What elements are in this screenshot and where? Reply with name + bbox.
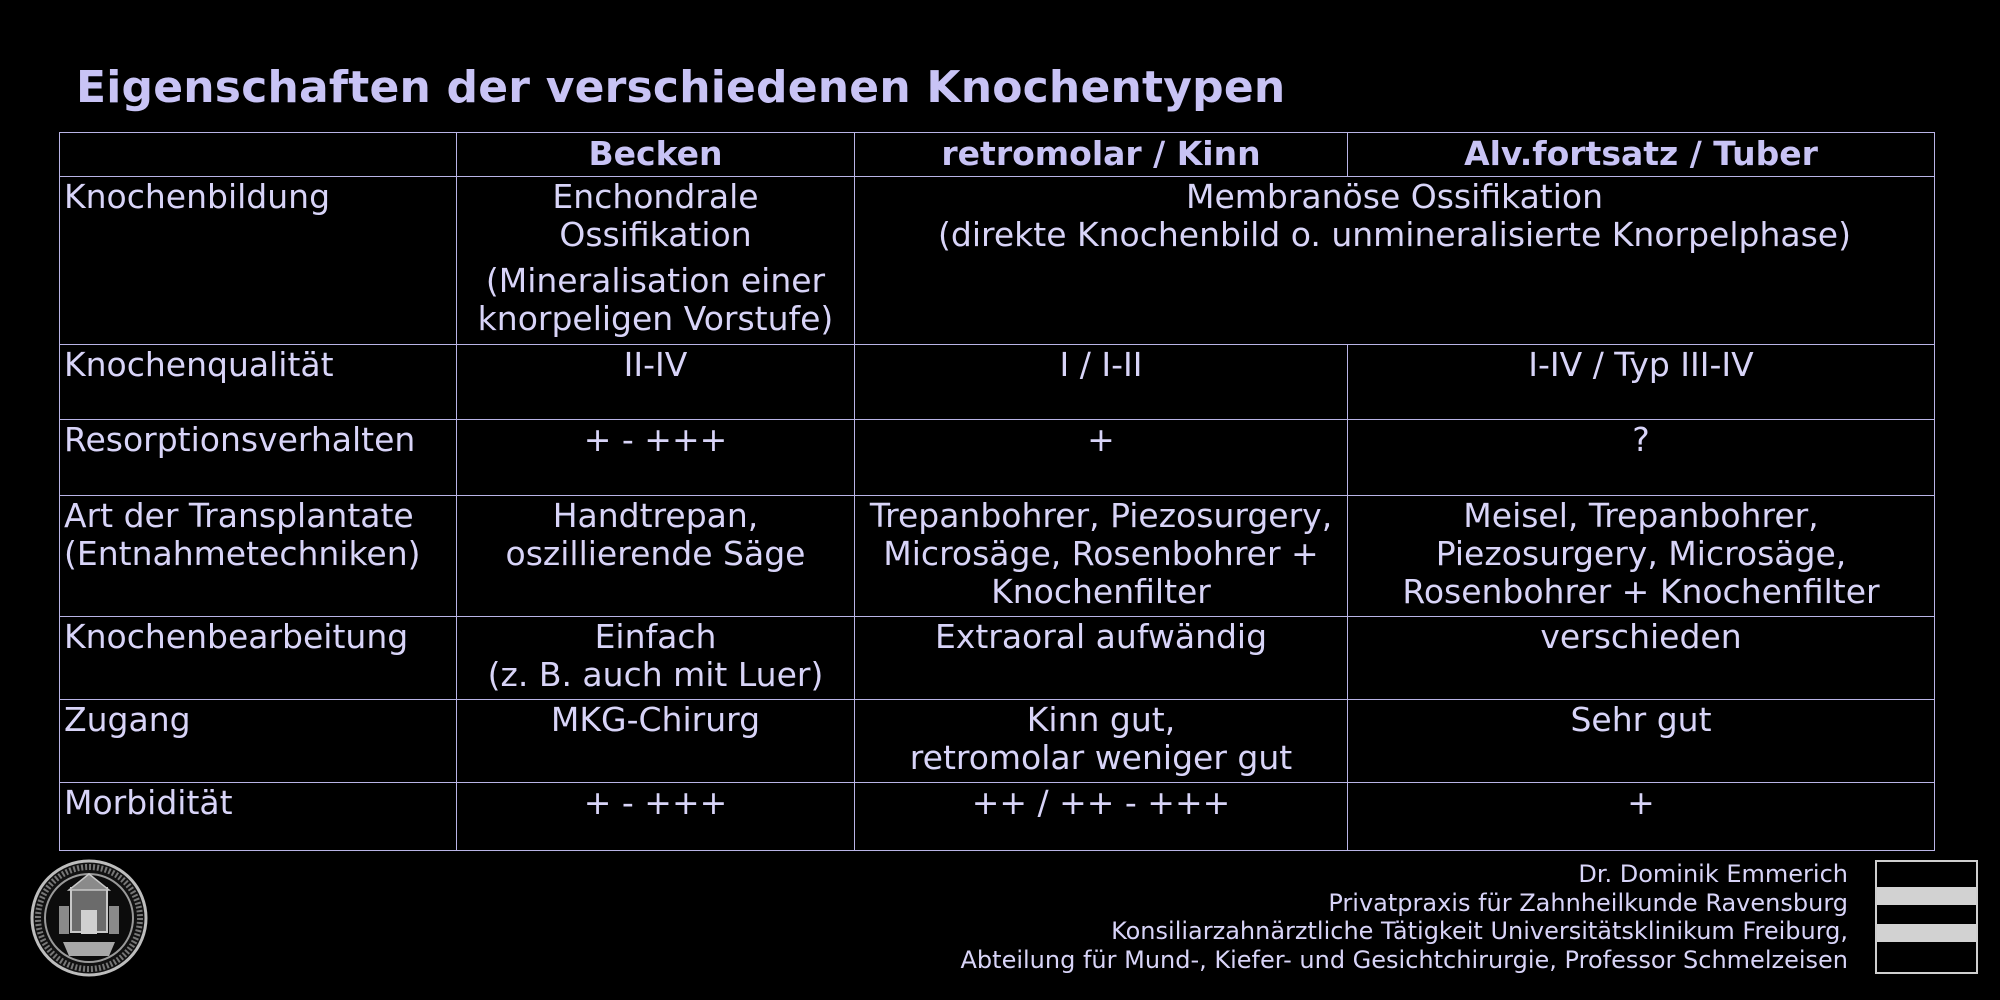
row-label: Knochenbearbeitung xyxy=(60,617,457,700)
table-cell: MKG-Chirurg xyxy=(457,700,855,783)
table-cell-membranous: Membranöse Ossifikation (direkte Knochenbild o. unmineralisierte Knorpelphase) xyxy=(855,177,1935,345)
table-row xyxy=(60,345,1935,420)
table-row xyxy=(60,420,1935,496)
table-row xyxy=(60,700,1935,783)
row-label: Knochenqualität xyxy=(60,345,457,420)
header-empty xyxy=(60,133,457,177)
table-cell: I / I-II xyxy=(855,345,1348,420)
row-label: Morbidität xyxy=(60,783,457,851)
table-header-row xyxy=(60,133,1935,177)
footer-line: Konsiliarzahnärztliche Tätigkeit Universitätsklinikum Freiburg, xyxy=(1111,917,1848,945)
stripes-logo-icon xyxy=(1875,860,1978,974)
table-cell: ? xyxy=(1348,420,1935,496)
table-cell: Trepanbohrer, Piezosurgery, Microsäge, Rosenbohrer + Knochenfilter xyxy=(855,496,1348,617)
row-label: Art der Transplantate (Entnahmetechniken) xyxy=(60,496,457,617)
table-cell: + xyxy=(855,420,1348,496)
table-cell: Enchondrale Ossifikation (Mineralisation einer knorpeligen Vorstufe) xyxy=(457,177,855,345)
table-cell: + - +++ xyxy=(457,420,855,496)
table-cell: Sehr gut xyxy=(1348,700,1935,783)
row-label: Zugang xyxy=(60,700,457,783)
table-cell: Handtrepan, oszillierende Säge xyxy=(457,496,855,617)
table-cell: ++ / ++ - +++ xyxy=(855,783,1348,851)
bone-properties-table xyxy=(59,132,1935,851)
table-cell: Extraoral aufwändig xyxy=(855,617,1348,700)
footer-line: Dr. Dominik Emmerich xyxy=(1578,860,1848,888)
table-cell: Einfach (z. B. auch mit Luer) xyxy=(457,617,855,700)
table-row xyxy=(60,496,1935,617)
row-label: Resorptionsverhalten xyxy=(60,420,457,496)
row-label: Knochenbildung xyxy=(60,177,457,345)
footer-credits xyxy=(961,860,1849,974)
footer-line: Abteilung für Mund-, Kiefer- und Gesichtchirurgie, Professor Schmelzeisen xyxy=(960,945,1848,974)
table-row xyxy=(60,783,1935,851)
header-retromolar-kinn: retromolar / Kinn xyxy=(855,133,1348,177)
table-cell: Kinn gut, retromolar weniger gut xyxy=(855,700,1348,783)
footer-line: Privatpraxis für Zahnheilkunde Ravensburg xyxy=(1328,888,1848,917)
slide-title: Eigenschaften der verschiedenen Knochentypen xyxy=(76,62,1286,113)
header-alv-fortsatz-tuber: Alv.fortsatz / Tuber xyxy=(1348,133,1935,177)
table-cell: + - +++ xyxy=(457,783,855,851)
table-cell: verschieden xyxy=(1348,617,1935,700)
table-cell: I-IV / Typ III-IV xyxy=(1348,345,1935,420)
university-seal-icon xyxy=(29,858,149,978)
table-cell: II-IV xyxy=(457,345,855,420)
table-row xyxy=(60,617,1935,700)
header-becken: Becken xyxy=(457,133,855,177)
table-cell: + xyxy=(1348,783,1935,851)
table-cell: Meisel, Trepanbohrer, Piezosurgery, Microsäge, Rosenbohrer + Knochenfilter xyxy=(1348,496,1935,617)
table-row xyxy=(60,177,1935,345)
